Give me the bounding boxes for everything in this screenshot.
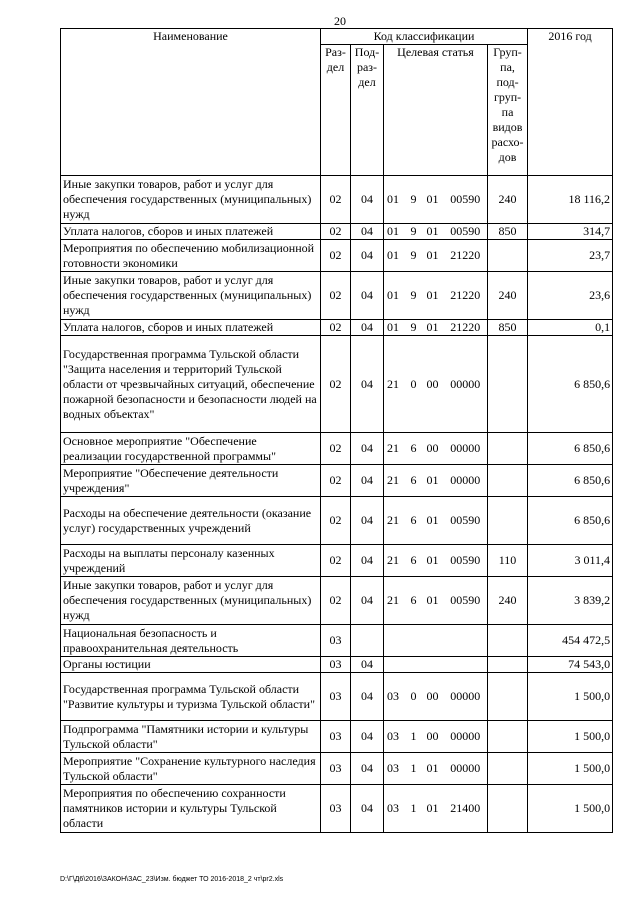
row-subsection: 04 (351, 673, 384, 721)
row-amount: 6 850,6 (528, 433, 613, 465)
row-target-subprogram: 1 (406, 785, 422, 833)
row-target-program: 03 (384, 753, 406, 785)
row-amount: 3 839,2 (528, 577, 613, 625)
row-target-program: 01 (384, 224, 406, 240)
row-name: Национальная безопасность и правоохранительная деятельность (61, 625, 321, 657)
row-amount: 1 500,0 (528, 721, 613, 753)
row-target-event: 01 (422, 272, 444, 320)
table-row (61, 785, 613, 833)
header-year: 2016 год (528, 29, 613, 176)
table-row (61, 753, 613, 785)
header-subsection: Под- раз- дел (351, 45, 384, 176)
row-name: Иные закупки товаров, работ и услуг для обеспечения государственных (муниципальных) нужд (61, 577, 321, 625)
row-target-program: 21 (384, 577, 406, 625)
row-target-event (422, 625, 444, 657)
row-subsection: 04 (351, 785, 384, 833)
row-subsection: 04 (351, 545, 384, 577)
row-amount: 23,7 (528, 240, 613, 272)
row-target-program: 01 (384, 320, 406, 336)
row-target-subprogram: 1 (406, 721, 422, 753)
row-target-direction: 00590 (444, 545, 488, 577)
row-target-direction: 21400 (444, 785, 488, 833)
row-subsection: 04 (351, 577, 384, 625)
row-subsection: 04 (351, 240, 384, 272)
header-section: Раз- дел (321, 45, 351, 176)
row-expense-type: 850 (488, 224, 528, 240)
row-expense-type (488, 673, 528, 721)
table-row (61, 240, 613, 272)
row-expense-type: 110 (488, 545, 528, 577)
table-row (61, 657, 613, 673)
row-subsection: 04 (351, 224, 384, 240)
row-subsection: 04 (351, 753, 384, 785)
row-subsection: 04 (351, 433, 384, 465)
row-name: Расходы на обеспечение деятельности (оказание услуг) государственных учреждений (61, 497, 321, 545)
file-path-footer: D:\Г\Д6\2016\ЗАКОН\ЗАС_23\Изм. бюджет ТО 2016-2018_2 чт\pr2.xls (60, 876, 284, 883)
row-amount: 6 850,6 (528, 336, 613, 433)
row-name: Мероприятия по обеспечению мобилизационной готовности экономики (61, 240, 321, 272)
row-subsection: 04 (351, 657, 384, 673)
row-name: Мероприятия по обеспечению сохранности памятников истории и культуры Тульской области (61, 785, 321, 833)
table-row (61, 625, 613, 657)
row-expense-type (488, 433, 528, 465)
row-target-subprogram: 0 (406, 336, 422, 433)
row-amount: 3 011,4 (528, 545, 613, 577)
row-target-direction: 21220 (444, 240, 488, 272)
header-code: Код классификации (321, 29, 528, 45)
row-section: 02 (321, 465, 351, 497)
header-target: Целевая статья (384, 45, 488, 176)
row-target-direction: 21220 (444, 272, 488, 320)
row-expense-type (488, 240, 528, 272)
row-subsection: 04 (351, 320, 384, 336)
row-section: 03 (321, 625, 351, 657)
row-section: 03 (321, 657, 351, 673)
row-target-event: 00 (422, 721, 444, 753)
row-target-event: 00 (422, 673, 444, 721)
row-section: 02 (321, 224, 351, 240)
row-target-event: 01 (422, 577, 444, 625)
row-target-subprogram: 6 (406, 433, 422, 465)
header-group: Груп- па, под- груп- па видов расхо- дов (488, 45, 528, 176)
row-target-program: 21 (384, 433, 406, 465)
row-subsection: 04 (351, 465, 384, 497)
row-expense-type: 850 (488, 320, 528, 336)
row-target-event: 01 (422, 785, 444, 833)
row-target-program (384, 657, 406, 673)
row-target-program: 21 (384, 497, 406, 545)
row-section: 03 (321, 753, 351, 785)
row-target-event: 01 (422, 176, 444, 224)
row-name: Государственная программа Тульской области "Защита населения и территорий Тульской области от чрезвычайных ситуаций, обеспечение пожарной безопасности и безопасности людей на водных объектах" (61, 336, 321, 433)
row-target-subprogram: 9 (406, 224, 422, 240)
row-name: Уплата налогов, сборов и иных платежей (61, 320, 321, 336)
row-name: Иные закупки товаров, работ и услуг для обеспечения государственных (муниципальных) нужд (61, 176, 321, 224)
table-row (61, 497, 613, 545)
row-target-direction: 00000 (444, 465, 488, 497)
row-amount: 1 500,0 (528, 673, 613, 721)
row-amount: 314,7 (528, 224, 613, 240)
row-expense-type: 240 (488, 577, 528, 625)
row-subsection: 04 (351, 336, 384, 433)
row-expense-type (488, 625, 528, 657)
row-target-direction (444, 657, 488, 673)
row-section: 02 (321, 176, 351, 224)
row-target-program: 03 (384, 673, 406, 721)
row-target-subprogram: 1 (406, 753, 422, 785)
row-section: 03 (321, 721, 351, 753)
row-name: Расходы на выплаты персоналу казенных учреждений (61, 545, 321, 577)
table-row (61, 545, 613, 577)
row-target-event: 01 (422, 224, 444, 240)
row-target-direction: 00000 (444, 433, 488, 465)
row-expense-type (488, 336, 528, 433)
row-target-program: 03 (384, 721, 406, 753)
row-target-direction: 00590 (444, 176, 488, 224)
row-target-direction: 00000 (444, 721, 488, 753)
row-name: Основное мероприятие "Обеспечение реализации государственной программы" (61, 433, 321, 465)
row-expense-type (488, 785, 528, 833)
row-target-subprogram: 9 (406, 240, 422, 272)
table-row (61, 433, 613, 465)
row-target-direction: 00000 (444, 753, 488, 785)
row-name: Мероприятие "Обеспечение деятельности учреждения" (61, 465, 321, 497)
row-target-program: 01 (384, 176, 406, 224)
row-amount: 1 500,0 (528, 753, 613, 785)
row-section: 02 (321, 336, 351, 433)
row-target-direction: 21220 (444, 320, 488, 336)
row-name: Уплата налогов, сборов и иных платежей (61, 224, 321, 240)
table-row (61, 465, 613, 497)
row-target-subprogram: 6 (406, 577, 422, 625)
row-target-event: 01 (422, 753, 444, 785)
budget-table (60, 28, 613, 833)
row-target-subprogram (406, 657, 422, 673)
row-name: Иные закупки товаров, работ и услуг для обеспечения государственных (муниципальных) нужд (61, 272, 321, 320)
table-row (61, 224, 613, 240)
row-target-program (384, 625, 406, 657)
row-target-program: 01 (384, 272, 406, 320)
row-subsection: 04 (351, 497, 384, 545)
row-expense-type: 240 (488, 272, 528, 320)
row-expense-type: 240 (488, 176, 528, 224)
row-target-direction: 00590 (444, 497, 488, 545)
row-target-event: 01 (422, 545, 444, 577)
row-expense-type (488, 465, 528, 497)
row-target-subprogram: 6 (406, 497, 422, 545)
row-section: 02 (321, 240, 351, 272)
table-row (61, 577, 613, 625)
row-target-program: 21 (384, 336, 406, 433)
row-target-direction (444, 625, 488, 657)
row-name: Подпрограмма "Памятники истории и культуры Тульской области" (61, 721, 321, 753)
row-target-direction: 00590 (444, 224, 488, 240)
row-target-subprogram (406, 625, 422, 657)
table-row (61, 721, 613, 753)
row-target-event: 00 (422, 433, 444, 465)
row-subsection (351, 625, 384, 657)
row-section: 02 (321, 433, 351, 465)
row-target-subprogram: 6 (406, 465, 422, 497)
row-target-program: 03 (384, 785, 406, 833)
table-row (61, 673, 613, 721)
row-section: 02 (321, 577, 351, 625)
row-target-subprogram: 9 (406, 320, 422, 336)
row-target-event (422, 657, 444, 673)
page-number: 20 (334, 14, 346, 28)
table-row (61, 176, 613, 224)
row-target-event: 01 (422, 497, 444, 545)
row-subsection: 04 (351, 272, 384, 320)
row-amount: 23,6 (528, 272, 613, 320)
table-row (61, 272, 613, 320)
row-amount: 18 116,2 (528, 176, 613, 224)
row-target-program: 01 (384, 240, 406, 272)
row-section: 03 (321, 785, 351, 833)
row-expense-type (488, 753, 528, 785)
row-amount: 6 850,6 (528, 465, 613, 497)
row-expense-type (488, 721, 528, 753)
row-target-direction: 00000 (444, 336, 488, 433)
row-name: Органы юстиции (61, 657, 321, 673)
row-target-program: 21 (384, 465, 406, 497)
header-name: Наименование (61, 29, 321, 176)
row-section: 02 (321, 320, 351, 336)
row-target-event: 01 (422, 320, 444, 336)
row-name: Государственная программа Тульской области "Развитие культуры и туризма Тульской области" (61, 673, 321, 721)
row-section: 03 (321, 673, 351, 721)
row-amount: 6 850,6 (528, 497, 613, 545)
row-target-direction: 00590 (444, 577, 488, 625)
row-subsection: 04 (351, 721, 384, 753)
row-name: Мероприятие "Сохранение культурного наследия Тульской области" (61, 753, 321, 785)
row-target-event: 01 (422, 465, 444, 497)
table-row (61, 336, 613, 433)
row-target-event: 01 (422, 240, 444, 272)
row-amount: 74 543,0 (528, 657, 613, 673)
row-section: 02 (321, 497, 351, 545)
row-section: 02 (321, 545, 351, 577)
row-expense-type (488, 497, 528, 545)
row-target-subprogram: 6 (406, 545, 422, 577)
row-expense-type (488, 657, 528, 673)
row-amount: 454 472,5 (528, 625, 613, 657)
row-target-event: 00 (422, 336, 444, 433)
row-section: 02 (321, 272, 351, 320)
row-amount: 1 500,0 (528, 785, 613, 833)
row-subsection: 04 (351, 176, 384, 224)
row-target-program: 21 (384, 545, 406, 577)
row-target-subprogram: 0 (406, 673, 422, 721)
table-row (61, 320, 613, 336)
row-amount: 0,1 (528, 320, 613, 336)
row-target-subprogram: 9 (406, 176, 422, 224)
row-target-direction: 00000 (444, 673, 488, 721)
row-target-subprogram: 9 (406, 272, 422, 320)
